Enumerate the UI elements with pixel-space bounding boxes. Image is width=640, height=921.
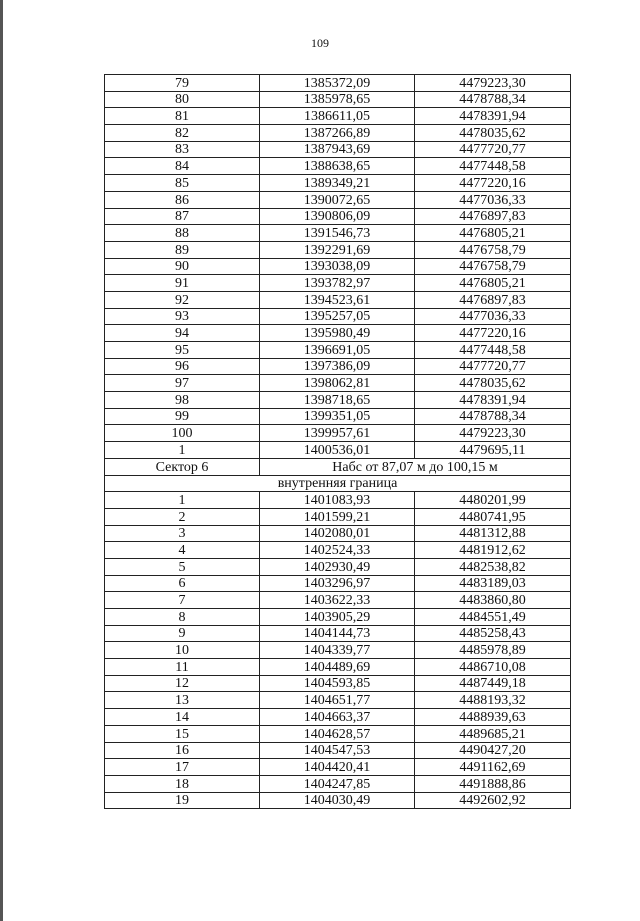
- x-coordinate: 1393782,97: [260, 275, 415, 292]
- table-row: [105, 508, 571, 525]
- x-coordinate: 1404651,77: [260, 692, 415, 709]
- y-coordinate: 4477036,33: [415, 308, 571, 325]
- table-row: [105, 158, 571, 175]
- table-row: [105, 709, 571, 726]
- table-row: [105, 492, 571, 509]
- x-coordinate: 1399351,05: [260, 408, 415, 425]
- table-row: [105, 225, 571, 242]
- y-coordinate: 4476805,21: [415, 225, 571, 242]
- table-row: [105, 609, 571, 626]
- point-number: 12: [105, 675, 260, 692]
- y-coordinate: 4485258,43: [415, 625, 571, 642]
- x-coordinate: 1385978,65: [260, 91, 415, 108]
- y-coordinate: 4491162,69: [415, 759, 571, 776]
- table-row: [105, 558, 571, 575]
- x-coordinate: 1396691,05: [260, 342, 415, 359]
- point-number: 7: [105, 592, 260, 609]
- table-row: [105, 241, 571, 258]
- sector-height-range: Набс от 87,07 м до 100,15 м: [260, 458, 571, 475]
- table-row: [105, 75, 571, 92]
- x-coordinate: 1404247,85: [260, 775, 415, 792]
- table-row: [105, 392, 571, 409]
- table-row: [105, 692, 571, 709]
- x-coordinate: 1389349,21: [260, 175, 415, 192]
- y-coordinate: 4476897,83: [415, 208, 571, 225]
- table-row: [105, 291, 571, 308]
- x-coordinate: 1395980,49: [260, 325, 415, 342]
- point-number: 97: [105, 375, 260, 392]
- y-coordinate: 4487449,18: [415, 675, 571, 692]
- y-coordinate: 4480741,95: [415, 508, 571, 525]
- x-coordinate: 1404663,37: [260, 709, 415, 726]
- point-number: 82: [105, 125, 260, 142]
- table-row: [105, 191, 571, 208]
- point-number: 15: [105, 725, 260, 742]
- x-coordinate: 1404420,41: [260, 759, 415, 776]
- y-coordinate: 4476897,83: [415, 291, 571, 308]
- point-number: 13: [105, 692, 260, 709]
- x-coordinate: 1394523,61: [260, 291, 415, 308]
- table-row: [105, 91, 571, 108]
- table-row: [105, 208, 571, 225]
- point-number: 16: [105, 742, 260, 759]
- table-row: [105, 375, 571, 392]
- y-coordinate: 4490427,20: [415, 742, 571, 759]
- point-number: 5: [105, 558, 260, 575]
- page-edge: [0, 0, 3, 921]
- point-number: 92: [105, 291, 260, 308]
- point-number: 79: [105, 75, 260, 92]
- y-coordinate: 4477036,33: [415, 191, 571, 208]
- y-coordinate: 4488939,63: [415, 709, 571, 726]
- y-coordinate: 4478391,94: [415, 392, 571, 409]
- table-row: [105, 425, 571, 442]
- point-number: 91: [105, 275, 260, 292]
- x-coordinate: 1399957,61: [260, 425, 415, 442]
- y-coordinate: 4478035,62: [415, 375, 571, 392]
- point-number: 80: [105, 91, 260, 108]
- x-coordinate: 1398062,81: [260, 375, 415, 392]
- y-coordinate: 4481312,88: [415, 525, 571, 542]
- sector-row: [105, 458, 571, 475]
- table-row: [105, 258, 571, 275]
- page-number: 109: [311, 36, 329, 50]
- y-coordinate: 4476758,79: [415, 258, 571, 275]
- y-coordinate: 4477720,77: [415, 141, 571, 158]
- x-coordinate: 1403905,29: [260, 609, 415, 626]
- x-coordinate: 1402930,49: [260, 558, 415, 575]
- table-row: [105, 625, 571, 642]
- y-coordinate: 4491888,86: [415, 775, 571, 792]
- table-row: [105, 442, 571, 459]
- x-coordinate: 1388638,65: [260, 158, 415, 175]
- x-coordinate: 1403296,97: [260, 575, 415, 592]
- point-number: 3: [105, 525, 260, 542]
- y-coordinate: 4489685,21: [415, 725, 571, 742]
- x-coordinate: 1402524,33: [260, 542, 415, 559]
- point-number: 94: [105, 325, 260, 342]
- y-coordinate: 4478788,34: [415, 91, 571, 108]
- x-coordinate: 1387943,69: [260, 141, 415, 158]
- point-number: 87: [105, 208, 260, 225]
- table-row: [105, 141, 571, 158]
- y-coordinate: 4479223,30: [415, 75, 571, 92]
- point-number: 19: [105, 792, 260, 809]
- y-coordinate: 4486710,08: [415, 659, 571, 676]
- y-coordinate: 4482538,82: [415, 558, 571, 575]
- point-number: 98: [105, 392, 260, 409]
- y-coordinate: 4492602,92: [415, 792, 571, 809]
- x-coordinate: 1395257,05: [260, 308, 415, 325]
- point-number: 2: [105, 508, 260, 525]
- y-coordinate: 4478391,94: [415, 108, 571, 125]
- table-row: [105, 325, 571, 342]
- x-coordinate: 1404547,53: [260, 742, 415, 759]
- x-coordinate: 1403622,33: [260, 592, 415, 609]
- y-coordinate: 4478788,34: [415, 408, 571, 425]
- x-coordinate: 1404489,69: [260, 659, 415, 676]
- x-coordinate: 1404030,49: [260, 792, 415, 809]
- coordinates-table: [104, 74, 571, 809]
- table-row: [105, 408, 571, 425]
- table-row: [105, 125, 571, 142]
- boundary-row: [105, 475, 571, 492]
- table-row: [105, 275, 571, 292]
- table-row: [105, 308, 571, 325]
- table-row: [105, 108, 571, 125]
- point-number: 85: [105, 175, 260, 192]
- x-coordinate: 1404593,85: [260, 675, 415, 692]
- point-number: 84: [105, 158, 260, 175]
- table-row: [105, 525, 571, 542]
- y-coordinate: 4476758,79: [415, 241, 571, 258]
- x-coordinate: 1397386,09: [260, 358, 415, 375]
- x-coordinate: 1401083,93: [260, 492, 415, 509]
- table-row: [105, 358, 571, 375]
- y-coordinate: 4478035,62: [415, 125, 571, 142]
- point-number: 88: [105, 225, 260, 242]
- y-coordinate: 4483189,03: [415, 575, 571, 592]
- point-number: 11: [105, 659, 260, 676]
- point-number: 83: [105, 141, 260, 158]
- y-coordinate: 4476805,21: [415, 275, 571, 292]
- x-coordinate: 1386611,05: [260, 108, 415, 125]
- point-number: 89: [105, 241, 260, 258]
- point-number: 95: [105, 342, 260, 359]
- y-coordinate: 4477720,77: [415, 358, 571, 375]
- point-number: 86: [105, 191, 260, 208]
- y-coordinate: 4477448,58: [415, 158, 571, 175]
- x-coordinate: 1404339,77: [260, 642, 415, 659]
- x-coordinate: 1404628,57: [260, 725, 415, 742]
- point-number: 96: [105, 358, 260, 375]
- x-coordinate: 1401599,21: [260, 508, 415, 525]
- x-coordinate: 1392291,69: [260, 241, 415, 258]
- table-row: [105, 175, 571, 192]
- point-number: 9: [105, 625, 260, 642]
- table-row: [105, 542, 571, 559]
- point-number: 1: [105, 492, 260, 509]
- y-coordinate: 4481912,62: [415, 542, 571, 559]
- y-coordinate: 4479695,11: [415, 442, 571, 459]
- table-row: [105, 742, 571, 759]
- point-number: 1: [105, 442, 260, 459]
- y-coordinate: 4488193,32: [415, 692, 571, 709]
- point-number: 90: [105, 258, 260, 275]
- point-number: 17: [105, 759, 260, 776]
- point-number: 10: [105, 642, 260, 659]
- x-coordinate: 1400536,01: [260, 442, 415, 459]
- sector-header: [105, 458, 571, 491]
- x-coordinate: 1391546,73: [260, 225, 415, 242]
- table-row: [105, 725, 571, 742]
- point-number: 14: [105, 709, 260, 726]
- table-row: [105, 675, 571, 692]
- point-number: 4: [105, 542, 260, 559]
- x-coordinate: 1393038,09: [260, 258, 415, 275]
- x-coordinate: 1402080,01: [260, 525, 415, 542]
- x-coordinate: 1387266,89: [260, 125, 415, 142]
- table-row: [105, 759, 571, 776]
- point-number: 100: [105, 425, 260, 442]
- y-coordinate: 4477220,16: [415, 175, 571, 192]
- point-number: 8: [105, 609, 260, 626]
- sector-label: Сектор 6: [105, 458, 260, 475]
- table-row: [105, 592, 571, 609]
- point-number: 99: [105, 408, 260, 425]
- point-number: 6: [105, 575, 260, 592]
- y-coordinate: 4477448,58: [415, 342, 571, 359]
- table-body-after: [105, 492, 571, 809]
- table-body-before: [105, 75, 571, 459]
- table-row: [105, 775, 571, 792]
- x-coordinate: 1385372,09: [260, 75, 415, 92]
- table-row: [105, 792, 571, 809]
- table-row: [105, 575, 571, 592]
- y-coordinate: 4479223,30: [415, 425, 571, 442]
- point-number: 93: [105, 308, 260, 325]
- point-number: 18: [105, 775, 260, 792]
- x-coordinate: 1404144,73: [260, 625, 415, 642]
- x-coordinate: 1398718,65: [260, 392, 415, 409]
- y-coordinate: 4477220,16: [415, 325, 571, 342]
- x-coordinate: 1390072,65: [260, 191, 415, 208]
- y-coordinate: 4483860,80: [415, 592, 571, 609]
- y-coordinate: 4480201,99: [415, 492, 571, 509]
- y-coordinate: 4485978,89: [415, 642, 571, 659]
- y-coordinate: 4484551,49: [415, 609, 571, 626]
- x-coordinate: 1390806,09: [260, 208, 415, 225]
- boundary-label: внутренняя граница: [105, 475, 571, 492]
- point-number: 81: [105, 108, 260, 125]
- table-row: [105, 342, 571, 359]
- table-row: [105, 642, 571, 659]
- table-row: [105, 659, 571, 676]
